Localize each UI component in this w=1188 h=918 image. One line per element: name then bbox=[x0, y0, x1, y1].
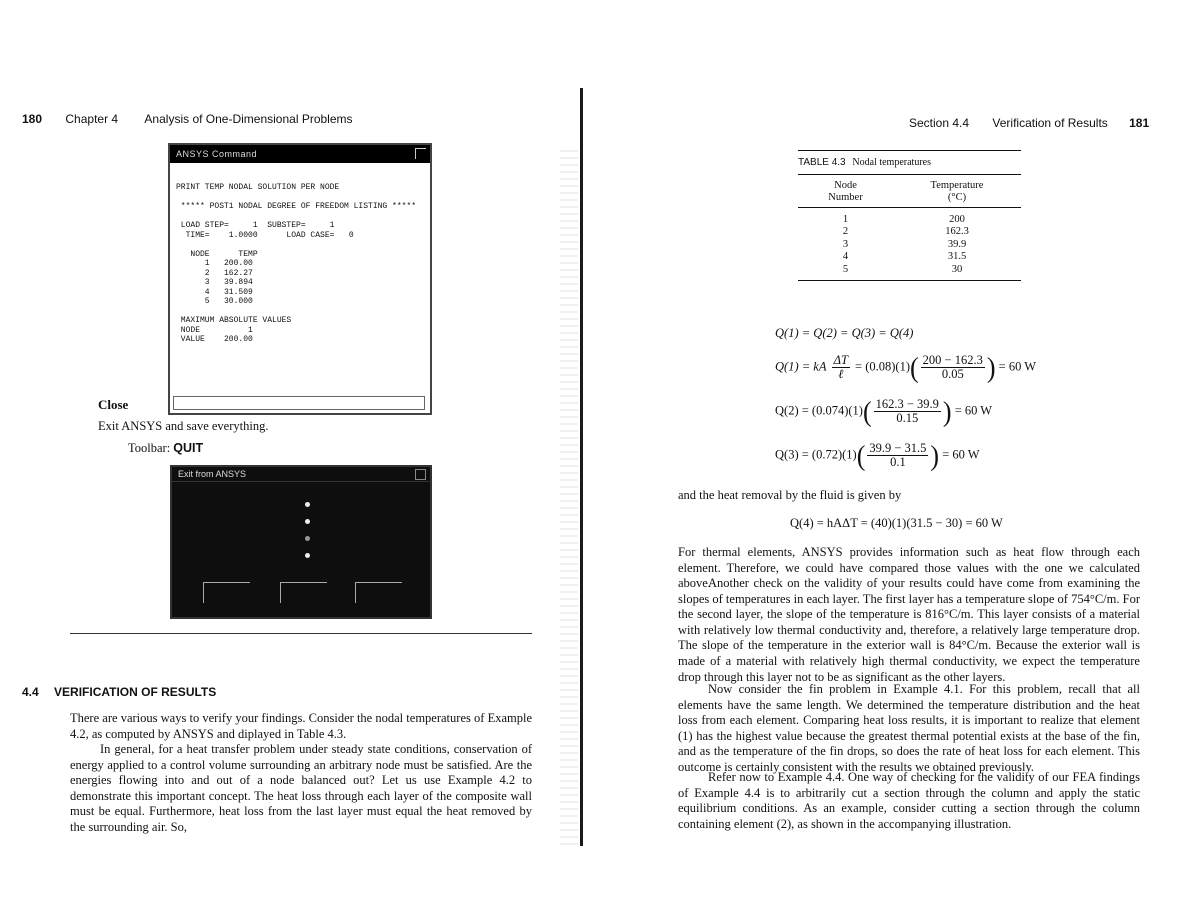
header-node-2: Number bbox=[828, 192, 863, 204]
command-input-box[interactable] bbox=[173, 396, 425, 410]
command-output-line: TIME= 1.0000 LOAD CASE= 0 bbox=[176, 230, 354, 240]
eq2-close-paren: ) bbox=[986, 351, 996, 383]
eq2-mid: = (0.08)(1) bbox=[855, 359, 910, 374]
command-output-line: MAXIMUM ABSOLUTE VALUES bbox=[176, 316, 292, 325]
eq4-rhs: = 60 W bbox=[942, 447, 980, 462]
cancel-button[interactable] bbox=[355, 582, 402, 603]
right-paragraph-1: For thermal elements, ANSYS provides information such as heat flow through each element. Therefore, we could have compared those values with the one we calculated above. bbox=[678, 545, 1140, 591]
radio-option-1[interactable] bbox=[305, 502, 310, 507]
eq2-den: 0.05 bbox=[941, 367, 964, 381]
close-instruction: Exit ANSYS and save everything. bbox=[98, 419, 269, 433]
left-page-number: 180 bbox=[22, 112, 43, 126]
equation-5: Q(4) = hAΔT = (40)(1)(31.5 − 30) = 60 W bbox=[790, 516, 1003, 530]
equation-4 bbox=[775, 439, 980, 471]
close-heading: Close bbox=[98, 397, 129, 412]
exit-window-titlebar[interactable] bbox=[172, 467, 430, 482]
eq2-delta-num: ΔT bbox=[833, 353, 848, 367]
eq3-num: 162.3 − 39.9 bbox=[875, 397, 939, 411]
equation-1: Q(1) = Q(2) = Q(3) = Q(4) bbox=[775, 326, 914, 340]
eq3-rhs: = 60 W bbox=[954, 403, 993, 418]
command-output-line: NODE 1 bbox=[176, 325, 253, 335]
command-window-title: ANSYS Command bbox=[176, 149, 258, 159]
eq4-open-paren: ( bbox=[856, 439, 866, 471]
header-temp-1: Temperature bbox=[930, 179, 984, 191]
table-row bbox=[798, 213, 1021, 226]
command-output-line: PRINT TEMP NODAL SOLUTION PER NODE bbox=[176, 183, 340, 192]
temp-cell: 39.9 bbox=[947, 238, 967, 250]
right-paragraph-4: Refer now to Example 4.4. One way of checking for the validity of our FEA findings of Example 4.4 is to arbitrarily cut a section through the column and apply the static equilibrium conditions. As an example, consider cutting a section through the column containing element (2), as shown in the accompanying illustration. bbox=[678, 770, 1140, 831]
node-cell: 2 bbox=[842, 226, 849, 238]
eq2-delta-den: ℓ bbox=[838, 367, 844, 381]
radio-option-2[interactable] bbox=[305, 519, 310, 524]
left-paragraph-1: There are various ways to verify your findings. Consider the nodal temperatures of Example 4.2, as computed by ANSYS and diplayed in Table 4.3. bbox=[70, 711, 532, 741]
right-page-header bbox=[909, 116, 1149, 130]
section-number: 4.4 bbox=[22, 685, 39, 699]
temp-cell: 200 bbox=[949, 213, 965, 225]
eq4-close-paren: ) bbox=[930, 439, 940, 471]
eq2-open-paren: ( bbox=[909, 351, 919, 383]
apply-button[interactable] bbox=[280, 582, 327, 603]
ok-button[interactable] bbox=[203, 582, 250, 603]
node-cell: 5 bbox=[842, 263, 849, 275]
right-paragraph-3: Now consider the fin problem in Example 4.1. For this problem, recall that all elements have the same length. We determined the temperature distribution and the heat loss from each element. Comparing heat loss results, it is important to realize that element (1) has the highest value because the greatest thermal potential exists at the base of the fin, and as the temperature of the fin drops, so does the rate of heat loss for each element. This outcome is certainly consistent with the results we obtained previously. bbox=[678, 682, 1140, 774]
eq4-den: 0.1 bbox=[890, 455, 906, 469]
radio-option-3[interactable] bbox=[305, 536, 310, 541]
command-output-line bbox=[176, 240, 416, 250]
toolbar-instruction bbox=[128, 441, 203, 457]
header-temp-2: (°C) bbox=[947, 192, 967, 204]
exit-window-title: Exit from ANSYS bbox=[178, 469, 247, 479]
node-cell: 1 bbox=[842, 213, 849, 225]
command-output bbox=[176, 183, 416, 345]
header-node-1: Node bbox=[834, 179, 857, 191]
right-section-title: Verification of Results bbox=[992, 116, 1108, 130]
table-row bbox=[798, 251, 1021, 264]
command-output-line: 2 162.27 bbox=[176, 268, 253, 278]
page-gutter bbox=[580, 88, 583, 846]
command-window-titlebar[interactable] bbox=[170, 145, 430, 163]
radio-option-4[interactable] bbox=[305, 553, 310, 558]
eq2-lhs: Q(1) = kA bbox=[775, 359, 827, 374]
table-4-3 bbox=[798, 150, 1021, 281]
exit-ansys-window bbox=[170, 465, 432, 619]
window-close-icon[interactable] bbox=[415, 469, 426, 480]
eq3-open-paren: ( bbox=[862, 395, 872, 427]
toolbar-value: QUIT bbox=[173, 441, 204, 455]
command-output-line: ***** POST1 NODAL DEGREE OF FREEDOM LISTING ***** bbox=[176, 202, 417, 211]
command-output-line bbox=[176, 193, 416, 203]
table-row bbox=[798, 238, 1021, 251]
eq4-lhs: Q(3) = (0.72)(1) bbox=[775, 447, 857, 462]
chapter-title: Analysis of One-Dimensional Problems bbox=[144, 112, 353, 126]
chapter-label: Chapter 4 bbox=[65, 112, 119, 126]
eq3-frac bbox=[874, 398, 941, 425]
section-title: VERIFICATION OF RESULTS bbox=[54, 685, 217, 699]
section-heading bbox=[22, 685, 216, 699]
table-body bbox=[798, 213, 1021, 276]
table-title: Nodal temperatures bbox=[852, 157, 931, 168]
window-corner-icon[interactable] bbox=[415, 148, 426, 159]
command-output-line: LOAD STEP= 1 SUBSTEP= 1 bbox=[176, 221, 335, 230]
table-label: TABLE 4.3 bbox=[798, 157, 846, 168]
temp-cell: 30 bbox=[951, 263, 963, 275]
ansys-command-window bbox=[168, 143, 432, 415]
node-cell: 3 bbox=[842, 238, 849, 250]
eq3-close-paren: ) bbox=[942, 395, 952, 427]
command-output-line: VALUE 200.00 bbox=[176, 335, 253, 344]
command-output-line bbox=[176, 307, 416, 317]
node-cell: 4 bbox=[842, 251, 849, 263]
gutter-shadow bbox=[560, 150, 578, 850]
eq2-frac bbox=[921, 354, 985, 381]
equation-3 bbox=[775, 395, 993, 427]
equation-2 bbox=[775, 351, 1037, 383]
command-output-line bbox=[176, 212, 416, 222]
eq2-rhs: = 60 W bbox=[998, 359, 1037, 374]
table-caption bbox=[798, 157, 1021, 168]
eq4-frac bbox=[867, 442, 928, 469]
eq2-delta-frac bbox=[832, 354, 850, 381]
eq3-lhs: Q(2) = (0.074)(1) bbox=[775, 403, 863, 418]
command-output-line: NODE TEMP bbox=[176, 249, 258, 259]
table-row bbox=[798, 226, 1021, 239]
command-output-line: 5 30.000 bbox=[176, 297, 253, 306]
right-paragraph-2: Another check on the validity of your results could have come from examining the slopes of temperatures in each layer. The first layer has a temperature slope of 754°C/m. For the second layer, the slope of the temperature is 816°C/m. This layer consists of a material with relatively low thermal conductivity and, therefore, a relatively large temperature drop. The slope of the temperature in the exterior wall is 84°C/m. Because the exterior wall is made of a material with relatively high thermal conductivity, we expect the temperature drop through this layer not to be as significant as the other layers. bbox=[678, 576, 1140, 684]
left-page-header bbox=[22, 112, 353, 126]
temp-cell: 31.5 bbox=[947, 251, 967, 263]
toolbar-label: Toolbar: bbox=[128, 441, 174, 455]
command-output-line: 4 31.509 bbox=[176, 287, 253, 297]
right-page-number: 181 bbox=[1129, 116, 1150, 130]
command-output-line: 3 39.894 bbox=[176, 278, 253, 287]
table-row bbox=[798, 263, 1021, 276]
section-divider bbox=[70, 633, 532, 634]
left-paragraph-2: In general, for a heat transfer problem under steady state conditions, conservation of energy applied to a control volume surrounding an arbitrary node must be satisfied. Are the energies flowing into and out of a node balanced out? Let us use Example 4.2 to demonstrate this important concept. The heat loss through each layer of the composite wall must be equal. Furthermore, heat loss from the last layer must equal the heat removed by the surrounding air. So, bbox=[70, 742, 532, 834]
table-header bbox=[798, 179, 1021, 204]
eq2-num: 200 − 162.3 bbox=[922, 353, 983, 367]
command-output-line: 1 200.00 bbox=[176, 259, 253, 268]
right-section-label: Section 4.4 bbox=[909, 116, 970, 130]
heat-removal-text: and the heat removal by the fluid is given by bbox=[678, 488, 902, 502]
eq3-den: 0.15 bbox=[896, 411, 919, 425]
temp-cell: 162.3 bbox=[945, 226, 969, 238]
eq4-num: 39.9 − 31.5 bbox=[869, 441, 927, 455]
